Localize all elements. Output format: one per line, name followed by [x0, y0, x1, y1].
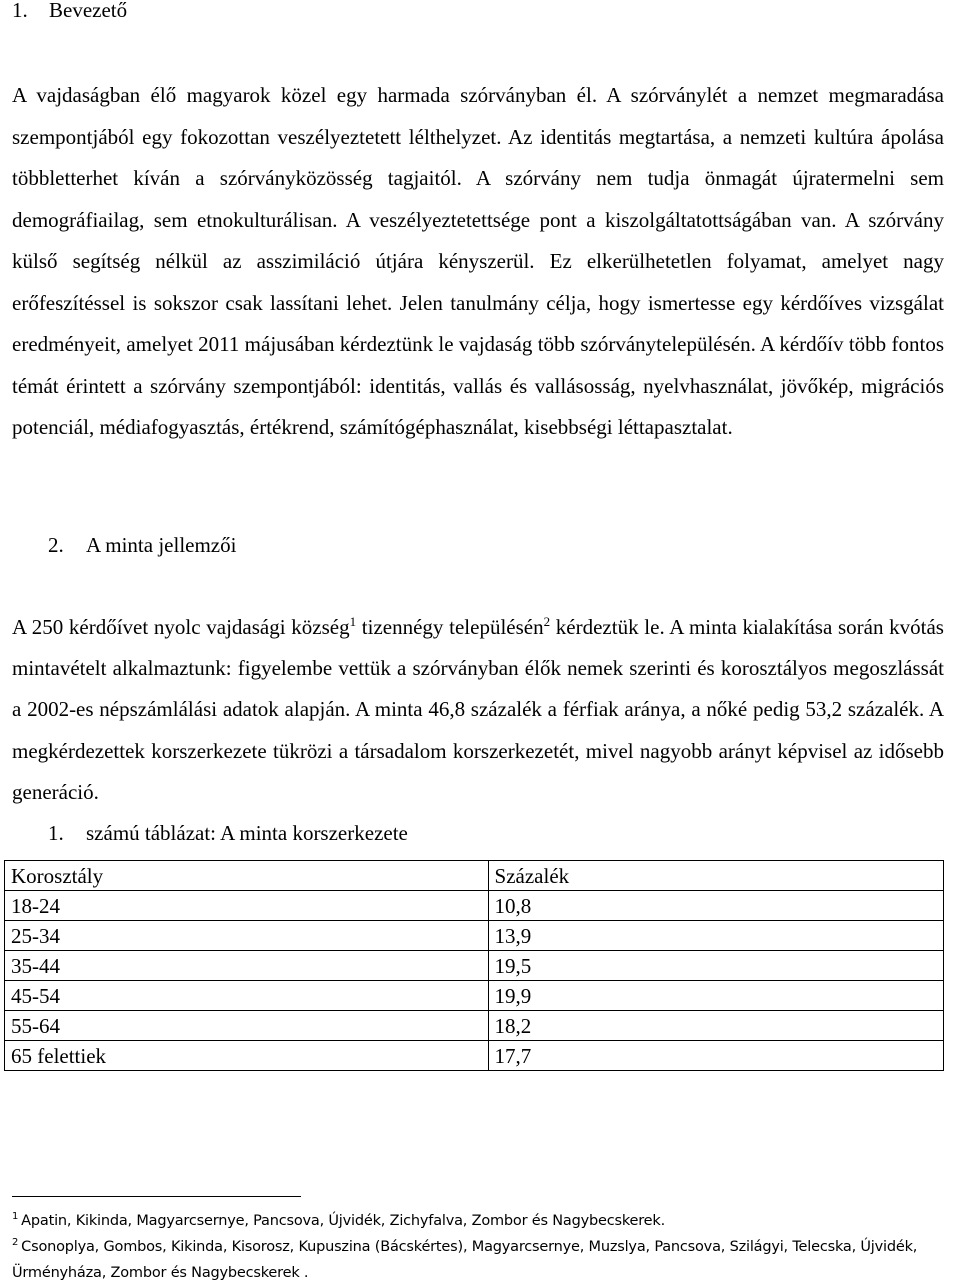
table-row: [5, 921, 944, 951]
table-row: [5, 951, 944, 981]
age-group-cell: 18-24: [5, 891, 489, 921]
age-group-cell: 45-54: [5, 981, 489, 1011]
age-group-cell: 55-64: [5, 1011, 489, 1041]
section-number: 2.: [48, 533, 64, 557]
footnote-ref-2[interactable]: 2: [543, 614, 551, 629]
caption-number: 1.: [48, 821, 64, 845]
footnotes: [12, 1208, 952, 1286]
section-title: Bevezető: [49, 0, 128, 22]
table-row: [5, 981, 944, 1011]
paragraph-text: tizennégy településén: [356, 615, 544, 639]
section-heading-minta: [48, 533, 236, 557]
section-number: 1.: [12, 0, 28, 22]
caption-text: számú táblázat: A minta korszerkezete: [86, 821, 408, 845]
intro-paragraph: A vajdaságban élő magyarok közel egy harmada szórványban él. A szórványlét a nemzet megmaradása szempontjából egy fokozottan veszélyeztetett lélthelyzet. Az identitás megtartása, a nemzeti kultúra ápolása többletterhet kíván a szórványközösség tagjaitól. A szórvány nem tudja önmagát újratermelni sem demográfiailag, sem etnokulturálisan. A veszélyeztetettsége pont a kiszolgáltatottságában van. A szórvány külső segítség nélkül az asszimiláció útjára kényszerül. Ez elkerülhetetlen folyamat, amelyet nagy erőfeszítéssel is sokszor csak lassítani lehet. Jelen tanulmány célja, hogy ismertesse egy kérdőíves vizsgálat eredményeit, amelyet 2011 májusában kérdeztünk le vajdaság több szórványtelepülésén. A kérdőív több fontos témát érintett a szórvány szempontjából: identitás, vallás és vallásosság, nyelvhasználat, jövőkép, migrációs potenciál, médiafogyasztás, értékrend, számítógéphasználat, kisebbségi léttapasztalat.: [12, 83, 944, 439]
section-title: A minta jellemzői: [86, 533, 237, 557]
footnote-separator: [12, 1196, 301, 1197]
footnote-ref-1[interactable]: 1: [349, 614, 357, 629]
footnote-1: [12, 1208, 952, 1234]
table-caption: [48, 820, 408, 846]
table-row: [5, 891, 944, 921]
section-heading-bevezeto: [12, 0, 127, 22]
age-group-cell: 35-44: [5, 951, 489, 981]
paragraph-text: kérdeztük le. A minta kialakítása során kvótás mintavételt alkalmaztunk: figyelembe vettük a szórványban élők nemek szerinti és korosztályos megoszlássát a 2002-es népszámlálási adatok alapján. A minta 46,8 százalék a férfiak aránya, a nőké pedig 53,2 százalék. A megkérdezettek korszerkezete tükrözi a társadalom korszerkezetét, mivel nagyobb arányt képvisel az idősebb generáció.: [12, 615, 944, 804]
header-cell-szazalek: Százalék: [488, 861, 943, 891]
percent-cell: 18,2: [488, 1011, 943, 1041]
table-row: [5, 1041, 944, 1071]
percent-cell: 19,5: [488, 951, 943, 981]
sample-paragraph: [12, 607, 944, 813]
age-structure-table: [4, 860, 944, 1071]
header-cell-korosztaly: Korosztály: [5, 861, 489, 891]
age-group-cell: 25-34: [5, 921, 489, 951]
percent-cell: 10,8: [488, 891, 943, 921]
footnote-2: [12, 1234, 952, 1286]
percent-cell: 19,9: [488, 981, 943, 1011]
footnote-mark: 2: [12, 1237, 19, 1249]
percent-cell: 13,9: [488, 921, 943, 951]
footnote-text: Apatin, Kikinda, Magyarcsernye, Pancsova, Újvidék, Zichyfalva, Zombor és Nagybecskerek.: [21, 1213, 665, 1229]
age-group-cell: 65 felettiek: [5, 1041, 489, 1071]
percent-cell: 17,7: [488, 1041, 943, 1071]
paragraph-text: A 250 kérdőívet nyolc vajdasági község: [12, 615, 350, 639]
table-row: [5, 1011, 944, 1041]
footnote-mark: 1: [12, 1211, 19, 1223]
footnote-text: Csonoplya, Gombos, Kikinda, Kisorosz, Kupuszina (Bácskértes), Magyarcsernye, Muzslya, Pancsova, Szilágyi, Telecska, Újvidék, Ürményháza, Zombor és Nagybecskerek .: [12, 1239, 918, 1281]
table-header-row: [5, 861, 944, 891]
